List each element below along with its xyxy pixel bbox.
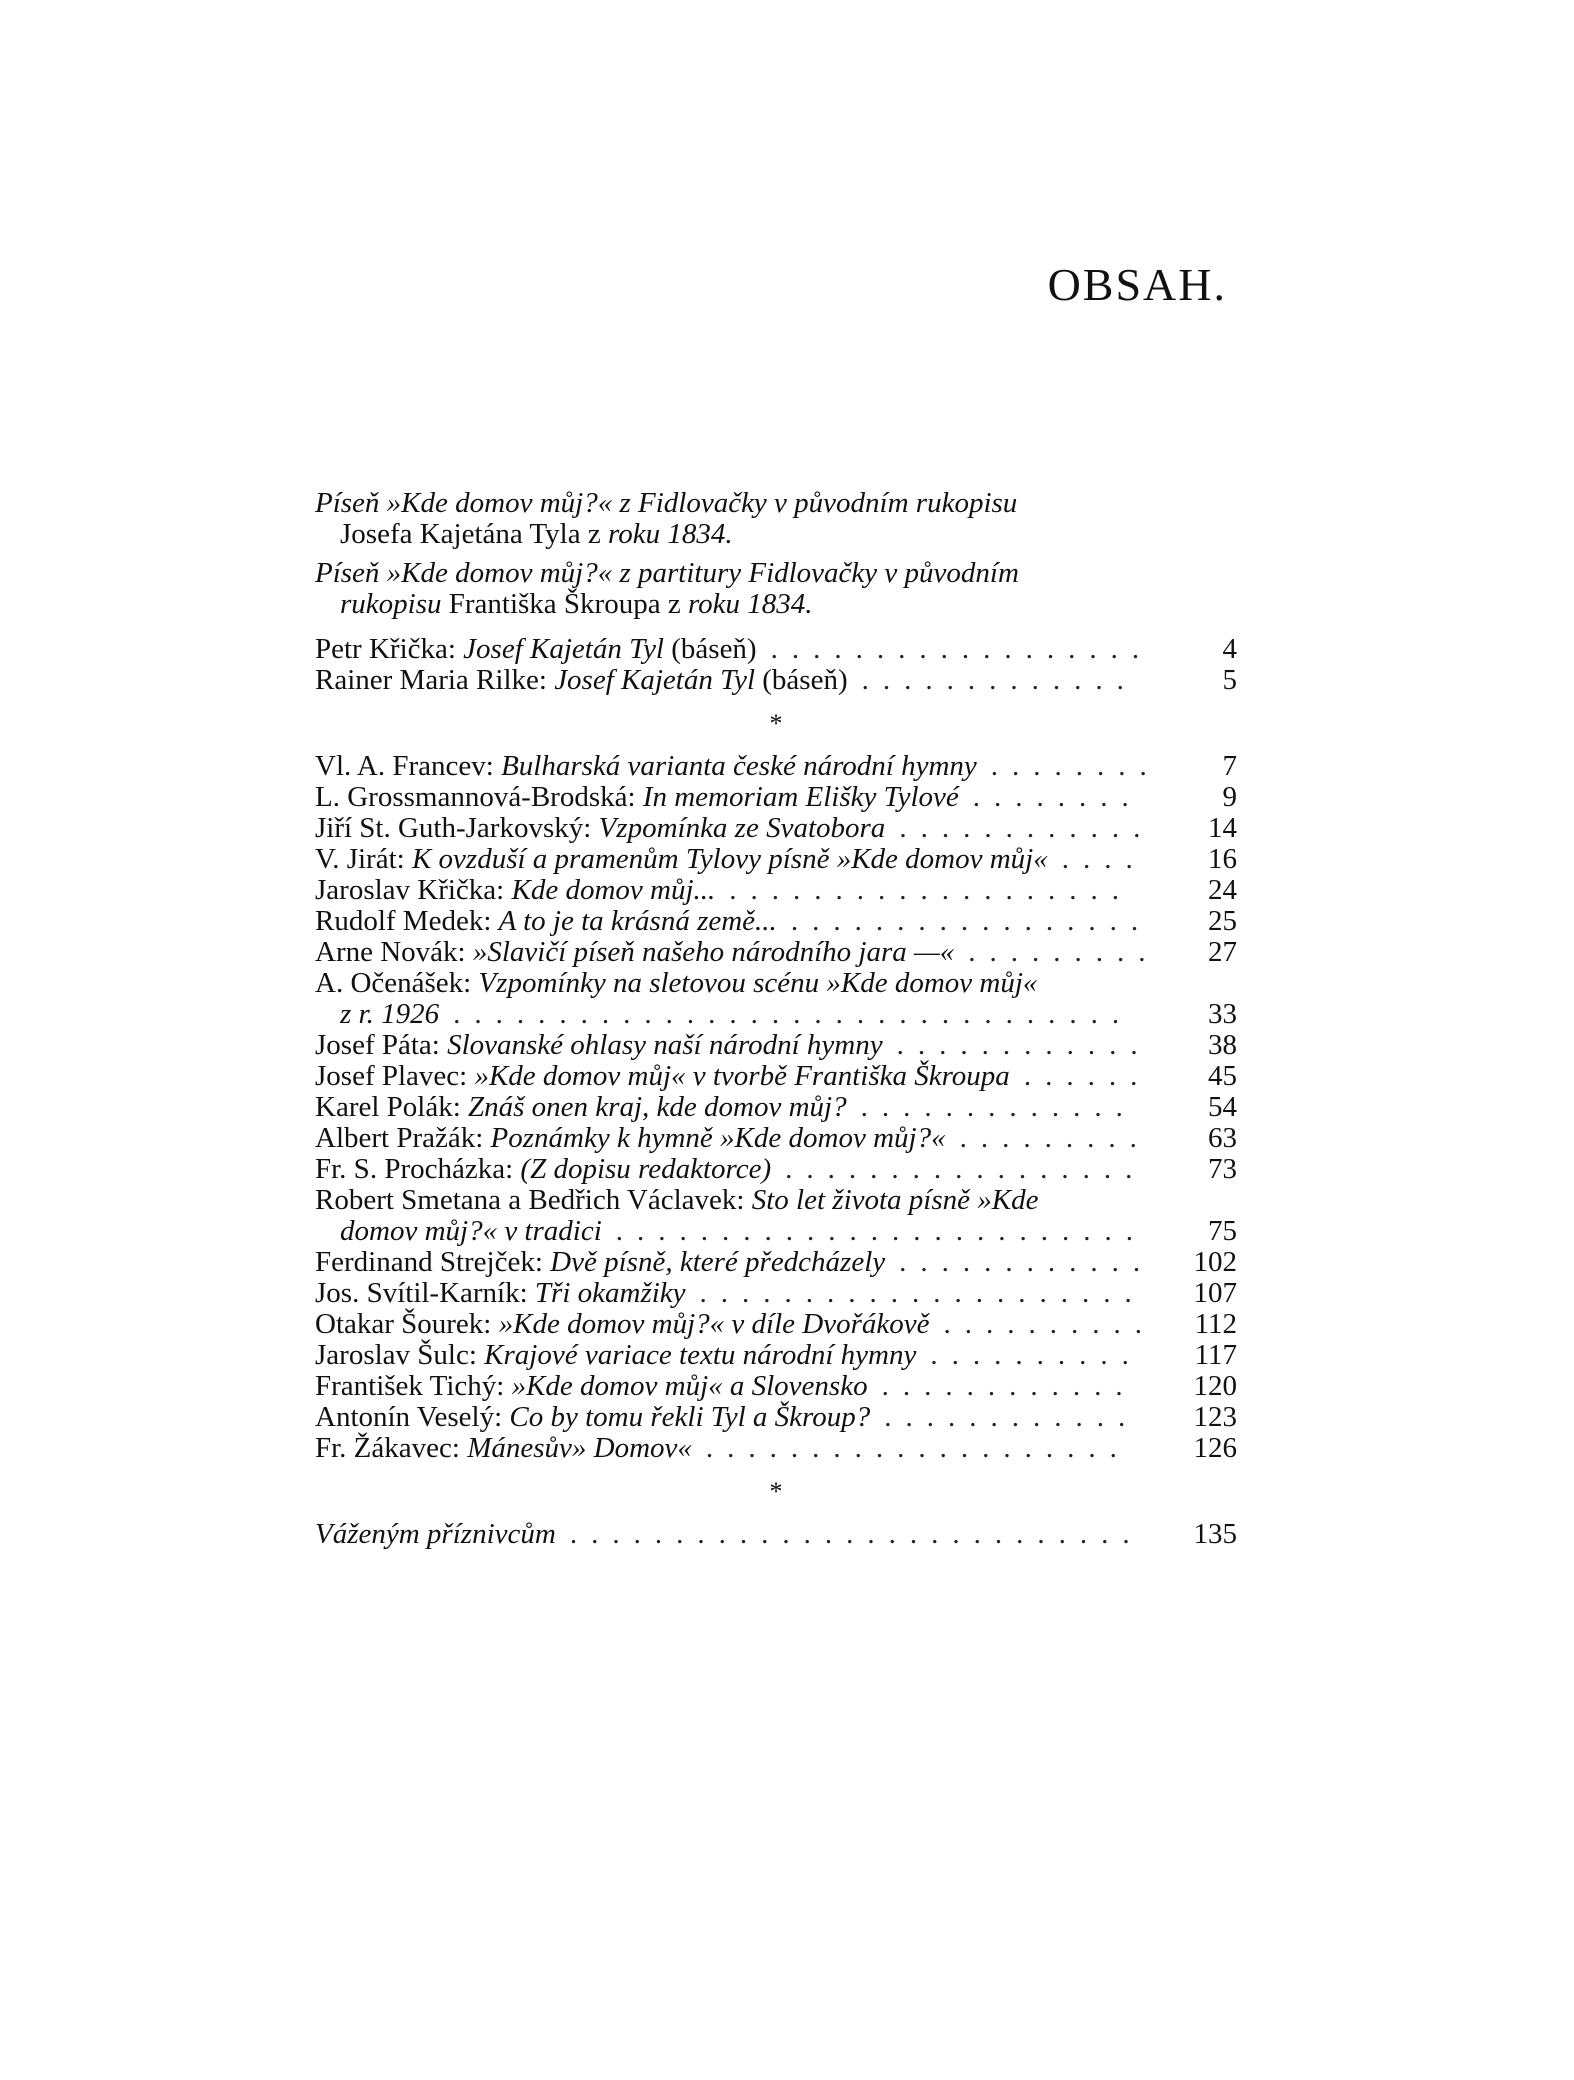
- entry-author: Jos. Svítil-Karník:: [315, 1277, 535, 1309]
- toc-entry: [315, 1433, 1237, 1464]
- toc-entry: [315, 1278, 1237, 1309]
- dot-leader: .................: [785, 1154, 1147, 1185]
- entry-author: Rudolf Medek:: [315, 905, 499, 937]
- dot-leader: ............: [899, 1247, 1155, 1278]
- entry-title: Bulharská varianta české národní hymny: [501, 750, 977, 782]
- entry-author: Ferdinand Strejček:: [315, 1246, 551, 1278]
- dot-leader: ....: [1061, 844, 1147, 875]
- dot-leader: .............: [860, 1092, 1137, 1123]
- toc-entry: [315, 1247, 1237, 1278]
- intro-line-2: Josefa Kajetána Tyla z roku 1834.: [340, 518, 733, 550]
- entry-author: Petr Křička:: [315, 633, 464, 665]
- entry-title: Dvě písně, které předcházely: [550, 1246, 886, 1278]
- separator: *: [769, 1477, 783, 1506]
- entry-title: Josef Kajetán Tyl: [463, 633, 664, 665]
- page-number: 75: [1208, 1215, 1237, 1247]
- page-number: 38: [1208, 1029, 1237, 1061]
- entry-title-continued: z r. 1926: [340, 998, 440, 1030]
- entry-title: Váženým příznivcům: [315, 1518, 556, 1550]
- dot-leader: ................................: [453, 999, 1134, 1030]
- toc-entry: [315, 1185, 1237, 1247]
- dot-leader: ..........: [930, 1340, 1143, 1371]
- entry-title: Josef Kajetán Tyl: [554, 664, 756, 696]
- entry-note: (báseň): [755, 664, 848, 696]
- entry-title: Tři okamžiky: [534, 1277, 686, 1309]
- entry-author: Karel Polák:: [315, 1091, 469, 1123]
- dot-leader: ....................: [705, 1433, 1131, 1464]
- entry-author: Arne Novák:: [315, 936, 473, 968]
- dot-leader: .........: [968, 937, 1160, 968]
- entry-author: Rainer Maria Rilke:: [315, 664, 555, 696]
- toc-entry: [315, 751, 1237, 782]
- toc-entry: [315, 1371, 1237, 1402]
- entry-title: Krajové variace textu národní hymny: [484, 1339, 917, 1371]
- toc-entry: [315, 1092, 1237, 1123]
- entry-title: »Kde domov můj« v tvorbě Františka Škroupa: [474, 1060, 1010, 1092]
- dot-leader: ............: [899, 813, 1155, 844]
- dot-leader: ...........................: [569, 1519, 1144, 1550]
- toc-entry: [315, 937, 1237, 968]
- entry-title: Vzpomínka ze Svatobora: [598, 812, 886, 844]
- dot-leader: .....................: [699, 1278, 1146, 1309]
- table-of-contents: [315, 488, 1237, 1550]
- page-number: 14: [1208, 812, 1237, 844]
- page-number: 16: [1208, 843, 1237, 875]
- entry-title: K ovzduší a pramenům Tylovy písně »Kde domov můj«: [411, 843, 1048, 875]
- intro-line-2: rukopisu Františka Škroupa z roku 1834.: [340, 588, 813, 620]
- page-number: 24: [1208, 874, 1237, 906]
- entry-author: Fr. Žákavec:: [315, 1432, 468, 1464]
- page-number: 5: [1222, 664, 1237, 696]
- toc-entry: [315, 1123, 1237, 1154]
- entry-title: »Slavičí píseň našeho národního jara —«: [472, 936, 955, 968]
- entry-title: Sto let života písně »Kde: [751, 1184, 1039, 1216]
- page-number: 27: [1208, 936, 1237, 968]
- toc-entry: [315, 1030, 1237, 1061]
- page-title: OBSAH.: [1047, 259, 1227, 310]
- toc-entry: [315, 844, 1237, 875]
- toc-entry: [315, 1340, 1237, 1371]
- dot-leader: .............: [861, 665, 1138, 696]
- toc-entry: [315, 968, 1237, 1030]
- page-number: 4: [1222, 633, 1237, 665]
- toc-entry: [315, 665, 1237, 696]
- page-number: 102: [1193, 1246, 1237, 1278]
- toc-entry: [315, 1061, 1237, 1092]
- entry-author: Albert Pražák:: [315, 1122, 491, 1154]
- page-number: 45: [1208, 1060, 1237, 1092]
- entry-author: V. Jirát:: [315, 843, 412, 875]
- toc-entry: [315, 782, 1237, 813]
- dot-leader: ..................: [770, 634, 1154, 665]
- toc-entry: [315, 1309, 1237, 1340]
- entry-title: »Kde domov můj?« v díle Dvořákově: [498, 1308, 930, 1340]
- page-number: 112: [1194, 1308, 1237, 1340]
- page-number: 9: [1222, 781, 1237, 813]
- entry-author: Vl. A. Francev:: [315, 750, 502, 782]
- entry-title: Poznámky k hymně »Kde domov můj?«: [490, 1122, 946, 1154]
- intro-entry: [315, 488, 1237, 550]
- entry-title: Mánesův» Domov«: [467, 1432, 692, 1464]
- toc-entry: [315, 634, 1237, 665]
- dot-leader: .........................: [615, 1216, 1148, 1247]
- entry-author: Josef Páta:: [315, 1029, 448, 1061]
- intro-entry: [315, 558, 1237, 620]
- toc-group-articles: [315, 751, 1237, 1464]
- entry-title: Znáš onen kraj, kde domov můj?: [468, 1091, 847, 1123]
- dot-leader: ...................: [729, 875, 1134, 906]
- entry-title: »Kde domov můj« a Slovensko: [511, 1370, 868, 1402]
- page-number: 120: [1193, 1370, 1237, 1402]
- entry-author: Robert Smetana a Bedřich Václavek:: [315, 1184, 752, 1216]
- dot-leader: .........: [959, 1123, 1151, 1154]
- entry-author: Jaroslav Křička:: [315, 874, 512, 906]
- entry-author: František Tichý:: [315, 1370, 512, 1402]
- entry-title: Kde domov můj...: [511, 874, 716, 906]
- page-number: 25: [1208, 905, 1237, 937]
- page-number: 54: [1208, 1091, 1237, 1123]
- entry-author: Josef Plavec:: [315, 1060, 475, 1092]
- dot-leader: ........: [972, 782, 1143, 813]
- entry-title: Co by tomu řekli Tyl a Škroup?: [509, 1401, 871, 1433]
- toc-entry: [315, 1402, 1237, 1433]
- toc-entry: [315, 1154, 1237, 1185]
- page-number: 63: [1208, 1122, 1237, 1154]
- entry-note: (báseň): [664, 633, 757, 665]
- entry-title: Slovanské ohlasy naší národní hymny: [447, 1029, 883, 1061]
- toc-entry: [315, 906, 1237, 937]
- dot-leader: ............: [896, 1030, 1152, 1061]
- entry-author: Jaroslav Šulc:: [315, 1339, 485, 1371]
- dot-leader: ............: [884, 1402, 1140, 1433]
- entry-author: A. Očenášek:: [315, 967, 479, 999]
- dot-leader: .................: [790, 906, 1153, 937]
- page-number: 107: [1193, 1277, 1237, 1309]
- page-number: 117: [1194, 1339, 1237, 1371]
- entry-title: In memoriam Elišky Tylové: [642, 781, 959, 813]
- entry-title-continued: domov můj?« v tradici: [340, 1215, 602, 1247]
- entry-author: L. Grossmannová-Brodská:: [315, 781, 643, 813]
- page-number: 135: [1193, 1518, 1237, 1550]
- page-number: 73: [1208, 1153, 1237, 1185]
- entry-author: Antonín Veselý:: [315, 1401, 510, 1433]
- entry-author: Otakar Šourek:: [315, 1308, 499, 1340]
- entry-title: A to je ta krásná země...: [498, 905, 777, 937]
- page-number: 33: [1208, 998, 1237, 1030]
- entry-author: Fr. S. Procházka:: [315, 1153, 521, 1185]
- toc-entry: [315, 813, 1237, 844]
- toc-entry: [315, 875, 1237, 906]
- page-number: 126: [1193, 1432, 1237, 1464]
- intro-line-1: Píseň »Kde domov můj?« z partitury Fidlovačky v původním: [315, 557, 1019, 589]
- dot-leader: ........: [990, 751, 1161, 782]
- separator: *: [769, 709, 783, 738]
- dot-leader: ............: [881, 1371, 1137, 1402]
- dot-leader: ......: [1023, 1061, 1152, 1092]
- page-number: 7: [1222, 750, 1237, 782]
- entry-author: Jiří St. Guth-Jarkovský:: [315, 812, 599, 844]
- toc-entry: [315, 1519, 1237, 1550]
- entry-title: (Z dopisu redaktorce): [520, 1153, 772, 1185]
- intro-line-1: Píseň »Kde domov můj?« z Fidlovačky v původním rukopisu: [315, 487, 1018, 519]
- dot-leader: ..........: [943, 1309, 1156, 1340]
- entry-title: Vzpomínky na sletovou scénu »Kde domov můj«: [478, 967, 1038, 999]
- page-number: 123: [1193, 1401, 1237, 1433]
- toc-group-poems: [315, 634, 1237, 696]
